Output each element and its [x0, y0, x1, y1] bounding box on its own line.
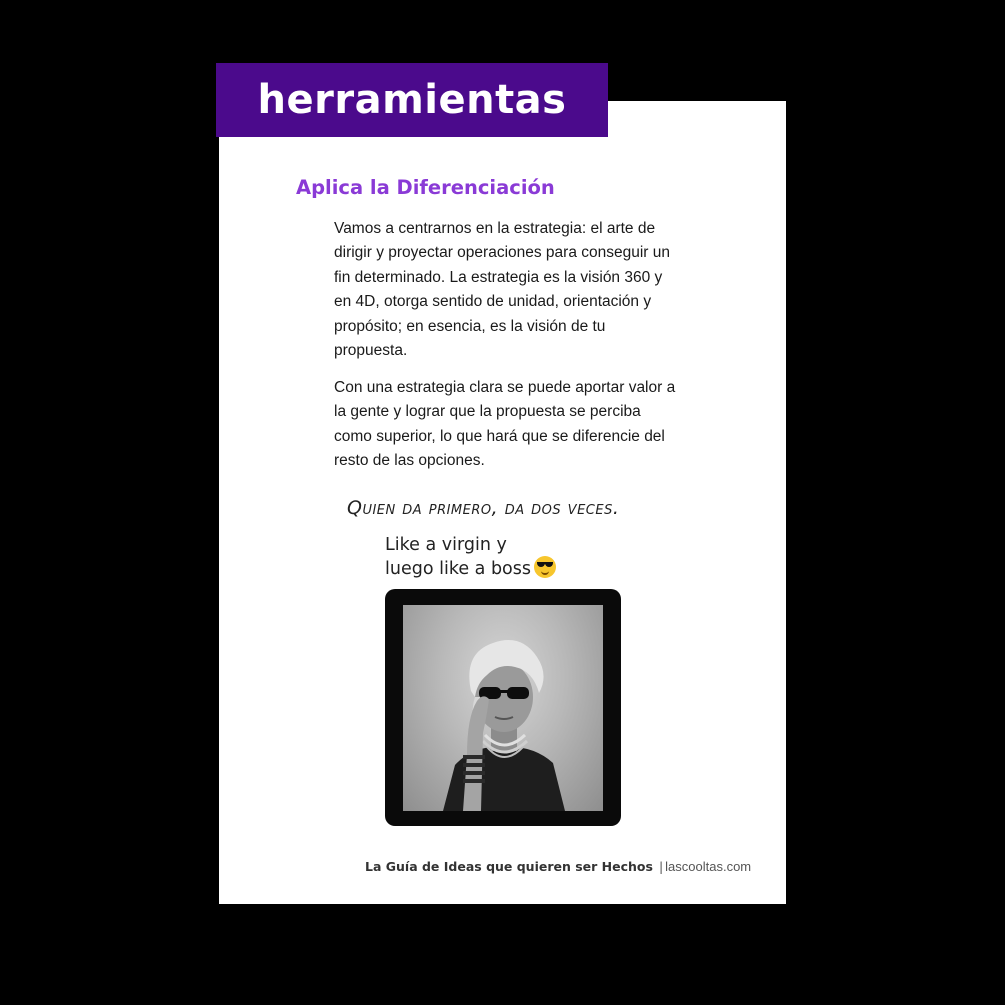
photo-caption [385, 534, 585, 580]
photo-frame [385, 589, 621, 826]
portrait-photo [403, 605, 603, 811]
caption-line-2: luego like a boss [385, 559, 531, 579]
quote-text: Quien da primero, da dos veces. [347, 497, 620, 519]
section-banner: herramientas [216, 63, 608, 137]
portrait-illustration [403, 605, 603, 811]
page-footer [365, 859, 751, 874]
caption-line-2-wrap [385, 556, 585, 580]
smiling-face-with-sunglasses-icon [534, 556, 556, 578]
footer-separator: | [658, 859, 664, 874]
footer-title: La Guía de Ideas que quieren ser Hechos [365, 859, 653, 874]
footer-site-link[interactable]: lascooltas.com [665, 859, 752, 874]
body-paragraph-2: Con una estrategia clara se puede aportar valor a la gente y lograr que la propuesta se perciba como superior, lo que hará que se diferencie del resto de las opciones. [334, 379, 676, 470]
caption-line-1: Like a virgin y [385, 535, 507, 555]
body-paragraph-1: Vamos a centrarnos en la estrategia: el arte de dirigir y proyectar operaciones para conseguir un fin determinado. La estrategia es la visión 360 y en 4D, otorga sentido de unidad, orientación y propósito; en esencia, es la visión de tu propuesta. [334, 220, 671, 360]
page-heading: Aplica la Diferenciación [296, 176, 555, 199]
